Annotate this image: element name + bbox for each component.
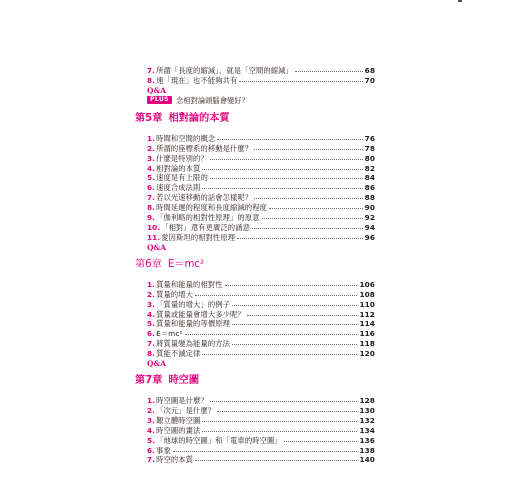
entry-page: 116: [359, 329, 375, 339]
dot-leader: [269, 202, 363, 209]
entry-page: 84: [364, 173, 375, 183]
dot-leader: [295, 65, 363, 72]
chapter-label: 第6章: [135, 258, 162, 270]
entry-title: 時空圖的畫法: [156, 425, 201, 435]
entry-title: 「質量的增大」的例子: [156, 299, 231, 309]
dot-leader: [217, 405, 357, 412]
entry-title: 將質量變為能量的方法: [156, 339, 231, 349]
dot-leader: [254, 192, 362, 199]
entry-number: 5.: [147, 319, 156, 329]
entry-title: 速度是有上限的: [156, 173, 208, 183]
entry-page: 76: [364, 133, 375, 143]
entry-page: 88: [364, 193, 375, 203]
entry-number: 6.: [147, 183, 156, 193]
entry-page: 90: [364, 203, 375, 213]
dot-leader: [173, 445, 358, 452]
entry-page: 138: [359, 445, 375, 455]
dot-leader: [262, 212, 363, 219]
dot-leader: [202, 348, 357, 355]
dot-leader: [254, 143, 362, 150]
entry-title: 時空圖是什麼？: [156, 396, 208, 406]
toc-section-ch6: [135, 280, 375, 359]
dot-leader: [225, 279, 358, 286]
entry-title: 「伽利略的相對性原理」的原意: [156, 213, 260, 223]
dot-leader: [195, 454, 357, 461]
entry-number: 8.: [147, 349, 156, 359]
page-corner-mark: [458, 0, 462, 2]
entry-number: 6.: [147, 445, 156, 455]
entry-title: 連「現在」也不能夠共有: [156, 75, 238, 85]
entry-title: 所謂的座標系的移動是什麼？: [156, 143, 253, 153]
entry-page: 130: [359, 405, 375, 415]
dot-leader: [195, 289, 357, 296]
chapter-heading[interactable]: [135, 374, 375, 387]
entry-title: 「次元」是什麼？: [156, 405, 216, 415]
entry-title: 相對論的本質: [156, 163, 201, 173]
entry-page: 94: [364, 222, 375, 232]
dot-leader: [202, 425, 357, 432]
entry-page: 80: [364, 153, 375, 163]
entry-page: 128: [359, 396, 375, 406]
qa-label[interactable]: Q&A: [147, 359, 167, 369]
entry-number: 8.: [147, 203, 156, 213]
chapter-title: 時空圖: [168, 375, 200, 387]
dot-leader: [202, 182, 362, 189]
toc-entry[interactable]: [147, 455, 375, 465]
entry-page: 110: [359, 299, 375, 309]
entry-number: 1.: [147, 279, 156, 289]
entry-title: 所謂「長度的縮減」，就是「空間的縮減」: [156, 66, 293, 75]
entry-number: 8.: [147, 75, 156, 85]
entry-number: 6.: [147, 329, 156, 339]
dot-leader: [232, 299, 357, 306]
chapter-title: 相對論的本質: [168, 112, 230, 124]
entry-page: 112: [359, 309, 375, 319]
dot-leader: [232, 338, 357, 345]
dot-leader: [232, 318, 357, 325]
entry-page: 82: [364, 163, 375, 173]
dot-leader: [185, 328, 358, 335]
entry-page: 118: [359, 339, 375, 349]
entry-number: 7.: [147, 339, 156, 349]
entry-title: 「地球的時空圖」和「電車的時空圖」: [156, 435, 282, 445]
entry-number: 1.: [147, 396, 156, 406]
plus-text: 念相對論頭腦會變好？: [175, 95, 249, 105]
entry-title: 速度合成法則: [156, 183, 201, 193]
chapter-label: 第5章: [135, 112, 163, 124]
dot-leader: [284, 435, 358, 442]
entry-number: 7.: [147, 455, 156, 465]
entry-number: 7.: [147, 66, 156, 75]
entry-title: 質量的增大: [156, 289, 194, 299]
entry-number: 3.: [147, 299, 156, 309]
chapter-label: 第7章: [135, 375, 163, 387]
entry-title: 質量和能量的相對性: [156, 279, 223, 289]
qa-label[interactable]: Q&A: [147, 242, 167, 252]
qa-label[interactable]: Q&A: [147, 85, 167, 95]
dot-leader: [239, 75, 362, 82]
toc-entry[interactable]: [147, 233, 375, 243]
entry-page: 140: [359, 455, 375, 465]
dot-leader: [202, 163, 362, 170]
toc-section-top: [135, 66, 375, 86]
entry-page: 132: [359, 415, 375, 425]
entry-page: 108: [359, 289, 375, 299]
chapter-heading[interactable]: [135, 112, 375, 125]
chapter-heading[interactable]: [135, 258, 375, 271]
entry-title: E＝mc²: [156, 329, 183, 339]
entry-page: 86: [364, 183, 375, 193]
dot-leader: [252, 222, 363, 229]
dot-leader: [202, 415, 357, 422]
dot-leader: [247, 309, 358, 316]
entry-title: 時空的本質: [156, 455, 194, 465]
entry-number: 3.: [147, 415, 156, 425]
plus-badge: PLUS: [147, 96, 172, 104]
entry-title: 若以光速移動的話會怎樣呢？: [156, 193, 253, 203]
entry-page: 106: [359, 279, 375, 289]
entry-page: 134: [359, 425, 375, 435]
entry-title: 愛因斯坦的相對性原理: [161, 232, 236, 242]
entry-number: 5.: [147, 173, 156, 183]
entry-number: 4.: [147, 163, 156, 173]
dot-leader: [210, 172, 363, 179]
entry-title: 質量和能量的等價原理: [156, 319, 231, 329]
entry-number: 2.: [147, 143, 156, 153]
table-of-contents: [135, 66, 375, 465]
toc-section-ch5: [135, 134, 375, 243]
dot-leader: [210, 153, 363, 160]
entry-number: 2.: [147, 289, 156, 299]
entry-title: 艱立體時空圖: [156, 415, 201, 425]
entry-page: 78: [364, 143, 375, 153]
plus-row[interactable]: [135, 95, 375, 106]
entry-number: 3.: [147, 153, 156, 163]
entry-number: 10.: [147, 222, 161, 232]
toc-entry[interactable]: [147, 76, 375, 86]
entry-number: 11.: [147, 232, 161, 242]
entry-page: 114: [359, 319, 375, 329]
entry-page: 96: [364, 232, 375, 242]
entry-title: 質量或能量會增大多少呢？: [156, 309, 245, 319]
entry-number: 1.: [147, 133, 156, 143]
entry-title: 時間和空間的概念: [156, 133, 216, 143]
entry-title: 時間延遲的程度和長度縮減的程度: [156, 203, 268, 213]
entry-title: 事象: [156, 445, 171, 455]
entry-page: 120: [359, 349, 375, 359]
entry-page: 92: [364, 213, 375, 223]
entry-number: 5.: [147, 435, 156, 445]
dot-leader: [210, 395, 358, 402]
chapter-title: E＝mc²: [167, 258, 205, 270]
dot-leader: [237, 232, 362, 239]
entry-page: 70: [364, 75, 375, 85]
entry-number: 7.: [147, 193, 156, 203]
dot-leader: [217, 133, 362, 140]
entry-number: 4.: [147, 309, 156, 319]
entry-number: 4.: [147, 425, 156, 435]
entry-title: 「相對」還有更廣泛的涵意: [161, 222, 250, 232]
entry-page: 68: [364, 66, 375, 75]
entry-page: 136: [359, 435, 375, 445]
toc-section-ch7: [135, 396, 375, 465]
entry-number: 9.: [147, 213, 156, 223]
entry-number: 2.: [147, 405, 156, 415]
entry-title: 質能不滅定律: [156, 349, 201, 359]
entry-title: 什麼是特別的？: [156, 153, 208, 163]
toc-entry[interactable]: [147, 349, 375, 359]
